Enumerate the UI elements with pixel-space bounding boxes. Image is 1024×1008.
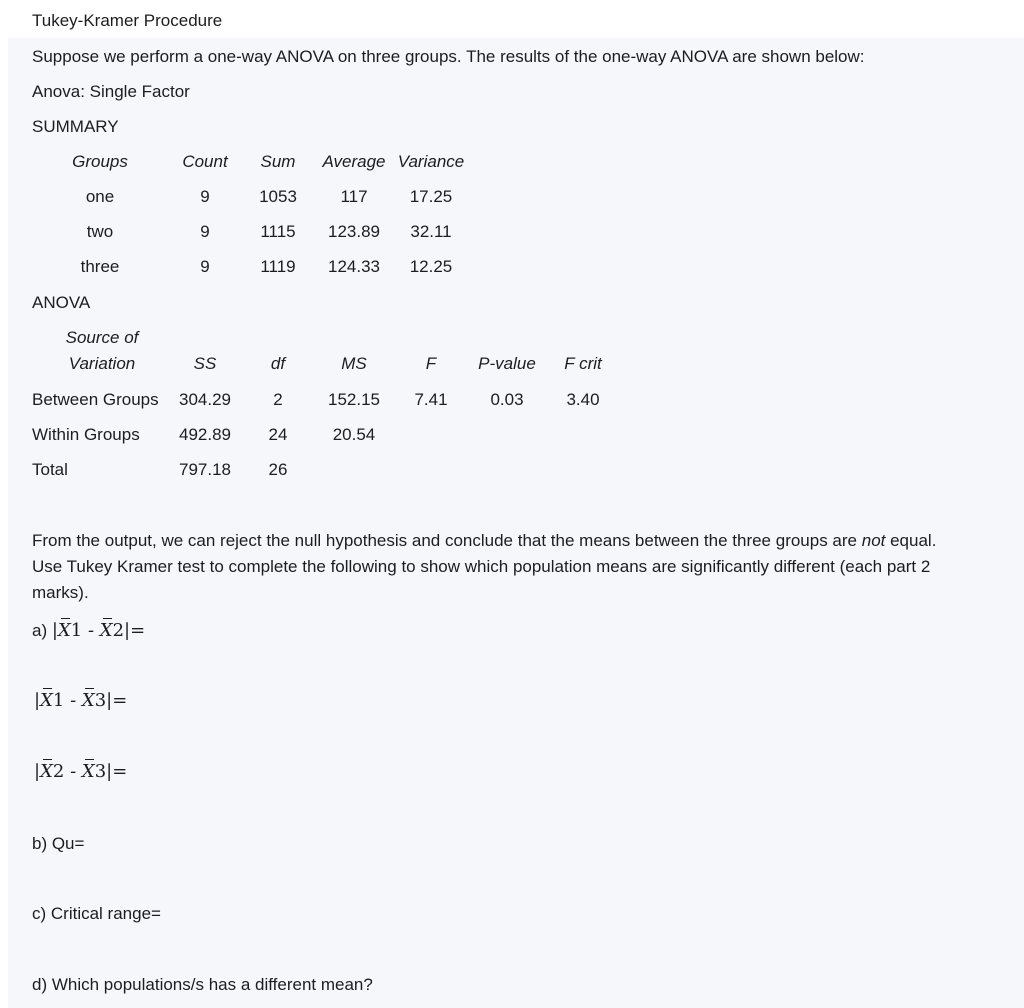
summary-header-average: Average	[322, 152, 386, 171]
anova-row-label: Between Groups	[32, 390, 159, 409]
summary-cell: 32.11	[410, 222, 452, 241]
summary-cell: 124.33	[328, 257, 380, 276]
anova-header-f: F	[425, 354, 437, 373]
summary-cell: 1115	[260, 222, 296, 241]
anova-header-df: df	[270, 354, 286, 373]
anova-cell: 26	[268, 460, 288, 479]
summary-cell: 17.25	[409, 187, 453, 206]
question-panel	[8, 38, 1024, 1008]
conclusion-line-2: Use Tukey Kramer test to complete the following to show which population means are significantly different (each part 2	[32, 557, 931, 576]
summary-cell: two	[86, 222, 114, 241]
anova-header-ss: SS	[193, 354, 217, 373]
page-title: Tukey-Kramer Procedure	[32, 11, 223, 30]
anova-header-ms: MS	[341, 354, 367, 373]
anova-header-variation: Variation	[68, 354, 136, 373]
summary-cell: 123.89	[328, 222, 380, 241]
summary-cell: 9	[200, 222, 210, 241]
anova-heading: ANOVA	[32, 293, 91, 312]
anova-cell: 20.54	[332, 425, 376, 444]
anova-cell: 2	[273, 390, 283, 409]
anova-cell: 797.18	[179, 460, 231, 479]
anova-row-label: Within Groups	[32, 425, 140, 444]
diff-x2-x3-row	[34, 761, 127, 783]
anova-title: Anova: Single Factor	[32, 82, 190, 101]
summary-cell: one	[85, 187, 115, 206]
summary-cell: 117	[340, 187, 368, 206]
anova-row-label: Total	[32, 460, 68, 479]
anova-cell: 3.40	[566, 390, 600, 409]
anova-header-pvalue: P-value	[478, 354, 536, 373]
summary-cell: 9	[200, 187, 210, 206]
summary-cell: 9	[200, 257, 210, 276]
summary-heading: SUMMARY	[32, 117, 119, 136]
question-a: a) |X1 - X2|=	[32, 620, 146, 641]
question-d: d) Which populations/s has a different mean?	[32, 975, 373, 994]
intro-text: Suppose we perform a one-way ANOVA on three groups. The results of the one-way ANOVA are shown below:	[32, 47, 865, 66]
anova-cell: 0.03	[490, 390, 524, 409]
summary-cell: 1053	[259, 187, 297, 206]
anova-cell: 7.41	[414, 390, 448, 409]
anova-cell: 24	[268, 425, 288, 444]
summary-header-sum: Sum	[260, 152, 296, 171]
anova-cell: 152.15	[328, 390, 380, 409]
summary-header-variance: Variance	[397, 152, 465, 171]
question-b: b) Qu=	[32, 834, 85, 853]
anova-cell: 304.29	[179, 390, 231, 409]
emphasis-not: not	[861, 531, 886, 550]
diff-x1-x3: |X1 - X3|=	[34, 690, 128, 711]
summary-header-groups: Groups	[72, 152, 128, 171]
anova-header-fcrit: F crit	[564, 354, 602, 373]
anova-cell: 492.89	[179, 425, 231, 444]
diff-x1-x2: |X1 - X2|=	[51, 620, 146, 641]
summary-cell: three	[80, 257, 120, 276]
anova-header-source: Source of	[65, 328, 139, 347]
conclusion-line-1: From the output, we can reject the null hypothesis and conclude that the means between the three groups are not equal.	[32, 531, 937, 550]
conclusion-line-3: marks).	[32, 583, 89, 602]
summary-cell: 12.25	[409, 257, 453, 276]
summary-header-count: Count	[182, 152, 228, 171]
diff-x2-x3: |X2 - X3|=	[34, 761, 128, 782]
question-c: c) Critical range=	[32, 904, 161, 923]
diff-x1-x3-row	[34, 690, 127, 712]
summary-cell: 1119	[260, 257, 296, 276]
